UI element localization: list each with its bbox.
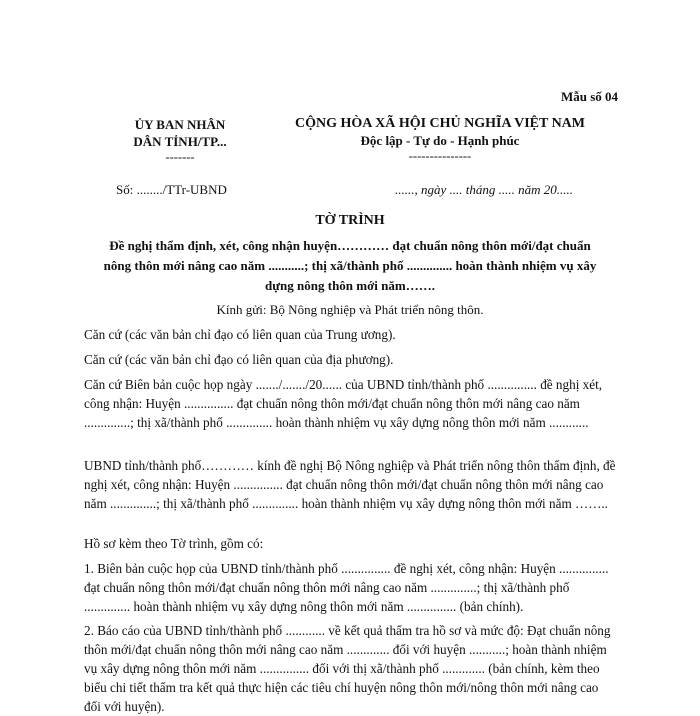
basis-local: Căn cứ (các văn bản chỉ đạo có liên quan của địa phương). [84, 352, 394, 367]
subtitle-line-1: Đề nghị thẩm định, xét, công nhận huyện………… đạt chuẩn nông thôn mới/đạt chuẩn [109, 238, 591, 253]
issuer-line-2: DÂN TỈNH/TP... [133, 134, 227, 149]
issuer-rule: ------- [165, 150, 195, 164]
document-number: Số: ......../TTr-UBND [116, 182, 227, 197]
motto: Độc lập - Tự do - Hạnh phúc [360, 133, 520, 148]
subtitle-line-2: nông thôn mới nâng cao năm ...........; thị xã/thành phố .............. hoàn thành nhiệm vụ xây [103, 258, 597, 273]
request-paragraph: UBND tỉnh/thành phố………… kính đề nghị Bộ Nông nghiệp và Phát triển nông thôn thẩm định, đề nghị xét, công nhận: Huyện ............... đạt chuẩn nông thôn mới/đạt chuẩn nông thôn mới nâng cao năm ..............; thị xã/thành phố .............. hoàn thành nhiệm vụ xây dựng nông thôn mới năm …….. [84, 458, 616, 511]
attachments-intro: Hồ sơ kèm theo Tờ trình, gồm có: [84, 536, 264, 551]
recipient: Kính gửi: Bộ Nông nghiệp và Phát triển nông thôn. [216, 302, 484, 317]
attachment-item-1: 1. Biên bản cuộc họp của UBND tỉnh/thành phố ............... đề nghị xét, công nhận: Huyện ............... đạt chuẩn nông thôn mới/đạt chuẩn nông thôn mới nâng cao năm ..............; thị xã/thành phố .............. hoàn thành nhiệm vụ xây dựng nông thôn mới năm ............... (bản chính). [84, 561, 609, 614]
basis-central: Căn cứ (các văn bản chỉ đạo có liên quan của Trung ương). [84, 327, 396, 342]
attachment-item-2: 2. Báo cáo của UBND tỉnh/thành phố ............ về kết quả thẩm tra hồ sơ và mức độ: Đạt chuẩn nông thôn mới/đạt chuẩn nông thôn mới nâng cao năm ............. đối với huyện ...........; hoàn thành nhiệm vụ xây dựng nông thôn mới năm ............... đối với thị xã/thành phố ............. (bản chính, kèm theo biểu chi tiết thẩm tra kết quả thực hiện các tiêu chí huyện nông thôn mới/nông thôn mới nâng cao đối với huyện). [84, 623, 611, 714]
country-name: CỘNG HÒA XÃ HỘI CHỦ NGHĨA VIỆT NAM [294, 116, 585, 131]
document-title: TỜ TRÌNH [315, 213, 385, 228]
subtitle-line-3: dựng nông thôn mới năm……. [265, 278, 435, 293]
place-date: ......, ngày .... tháng ..... năm 20..... [395, 182, 574, 197]
motto-rule: --------------- [408, 149, 472, 163]
form-number: Mẫu số 04 [560, 89, 618, 104]
issuer-line-1: ỦY BAN NHÂN [134, 117, 226, 132]
basis-meeting: Căn cứ Biên bản cuộc họp ngày ......./......./20...... của UBND tỉnh/thành phố ............... đề nghị xét, công nhận: Huyện ............... đạt chuẩn nông thôn mới/đạt chuẩn nông thôn mới nâng cao năm ..............; thị xã/thành phố .............. hoàn thành nhiệm vụ xây dựng nông thôn mới năm ............ [84, 377, 603, 430]
